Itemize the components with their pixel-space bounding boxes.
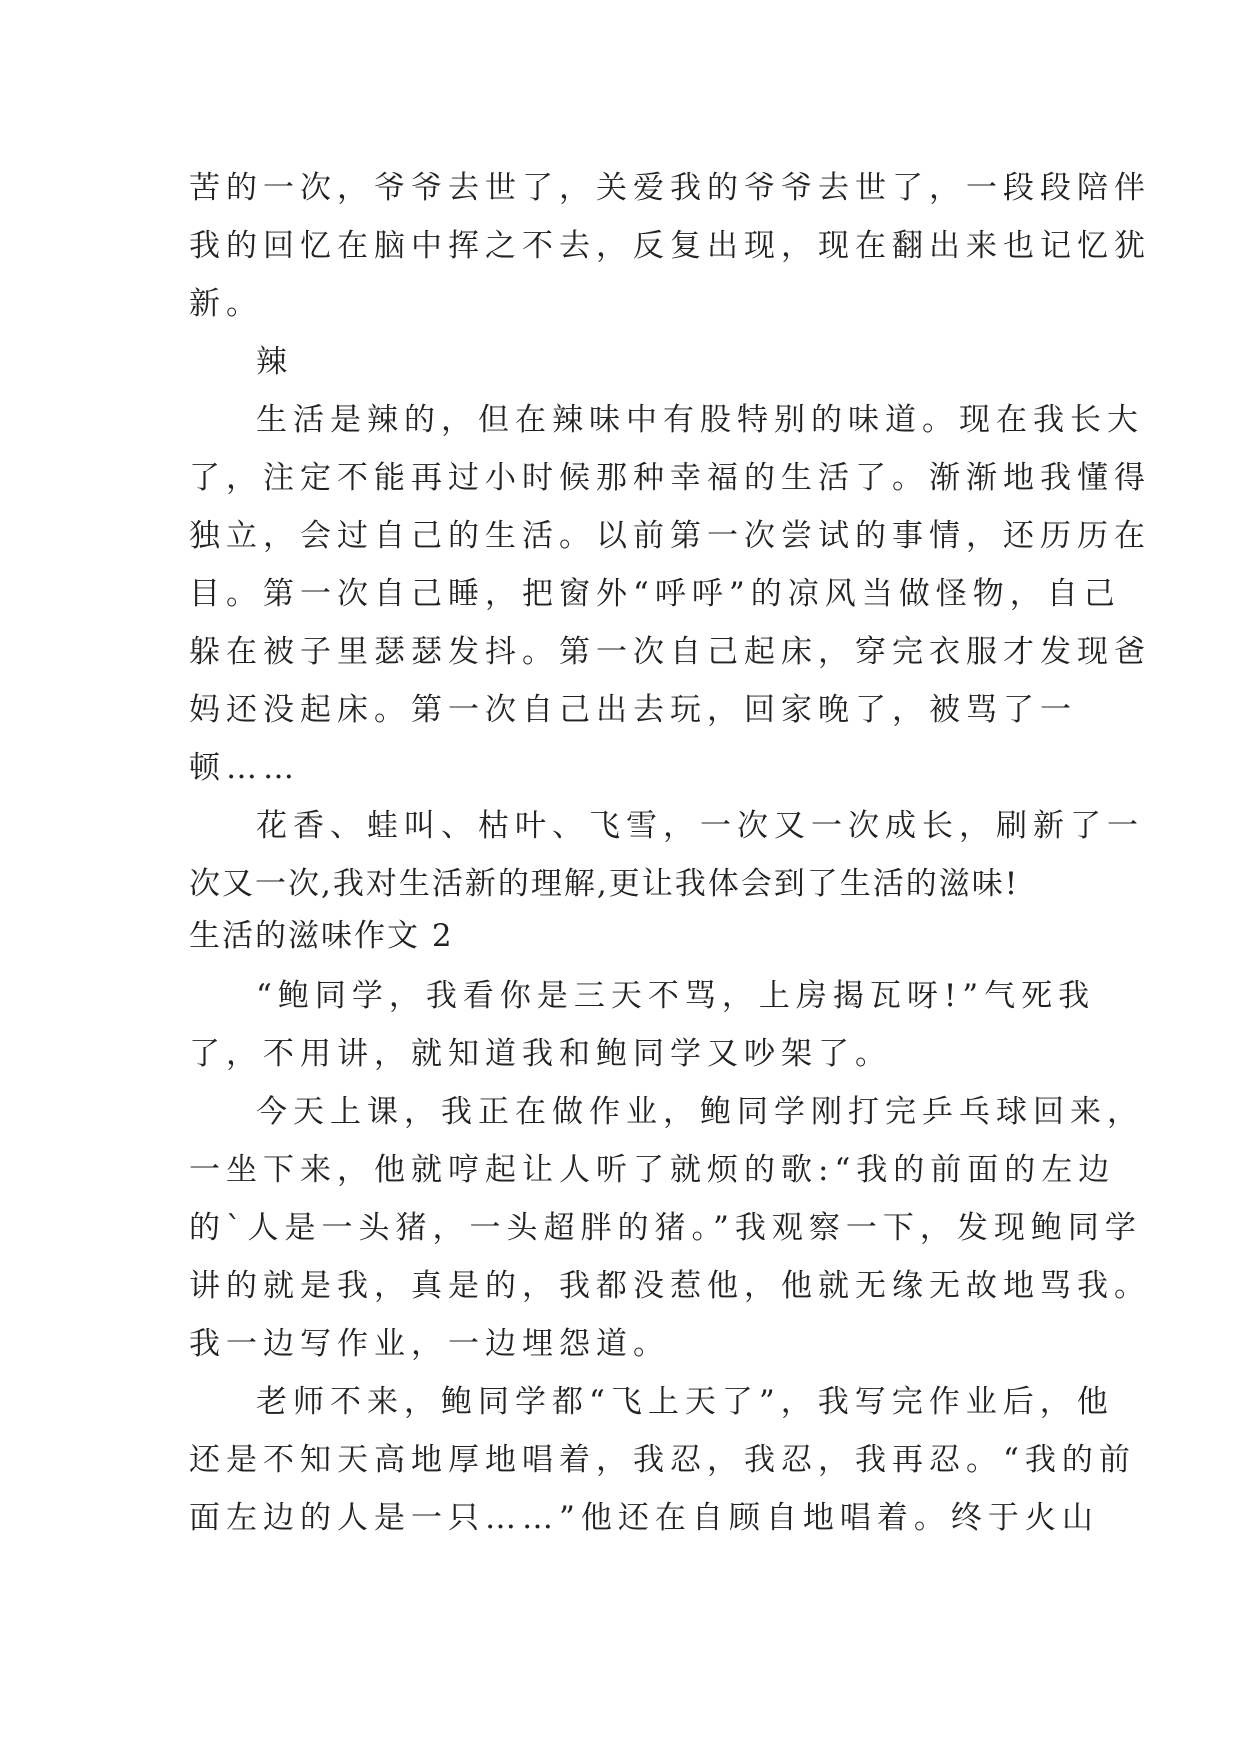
text-line: 讲的就是我，真是的，我都没惹他，他就无缘无故地骂我。 [189, 1268, 1151, 1304]
text-line: “鲍同学，我看你是三天不骂，上房揭瓦呀!”气死我 [256, 978, 1096, 1014]
text-line: 的`人是一头猪，一头超胖的猪。”我观察一下，发现鲍同学 [189, 1210, 1142, 1246]
text-line: 新。 [189, 286, 263, 322]
text-line: 了，注定不能再过小时候那种幸福的生活了。渐渐地我懂得 [189, 460, 1151, 496]
text-line: 了，不用讲，就知道我和鲍同学又吵架了。 [189, 1036, 892, 1072]
text-line: 今天上课，我正在做作业，鲍同学刚打完乒乓球回来， [256, 1094, 1144, 1130]
text-line: 目。第一次自己睡，把窗外“呼呼”的凉风当做怪物，自己 [189, 576, 1121, 612]
text-line: 次又一次,我对生活新的理解,更让我体会到了生活的滋味! [189, 866, 1020, 902]
text-line: 一坐下来，他就哼起让人听了就烦的歌:“我的前面的左边 [189, 1152, 1116, 1188]
text-line: 我一边写作业，一边埋怨道。 [189, 1326, 670, 1362]
text-line: 还是不知天高地厚地唱着，我忍，我忍，我再忍。“我的前 [189, 1442, 1136, 1478]
section-title: 生活的滋味作文 2 [189, 918, 454, 954]
text-line: 苦的一次，爷爷去世了，关爱我的爷爷去世了，一段段陪伴 [189, 170, 1151, 206]
text-line: 我的回忆在脑中挥之不去，反复出现，现在翻出来也记忆犹 [189, 228, 1151, 264]
text-line: 妈还没起床。第一次自己出去玩，回家晚了，被骂了一 [189, 692, 1077, 728]
text-line: 花香、蛙叫、枯叶、飞雪，一次又一次成长，刷新了一 [256, 808, 1144, 844]
text-line: 老师不来，鲍同学都“飞上天了”，我写完作业后，他 [256, 1384, 1114, 1420]
text-line: 顿…… [189, 750, 300, 786]
text-line: 面左边的人是一只……”他还在自顾自地唱着。终于火山 [189, 1500, 1099, 1536]
text-line: 生活是辣的，但在辣味中有股特别的味道。现在我长大 [256, 402, 1144, 438]
text-line: 躲在被子里瑟瑟发抖。第一次自己起床，穿完衣服才发现爸 [189, 634, 1151, 670]
section-heading: 辣 [256, 344, 293, 380]
text-line: 独立，会过自己的生活。以前第一次尝试的事情，还历历在 [189, 518, 1151, 554]
